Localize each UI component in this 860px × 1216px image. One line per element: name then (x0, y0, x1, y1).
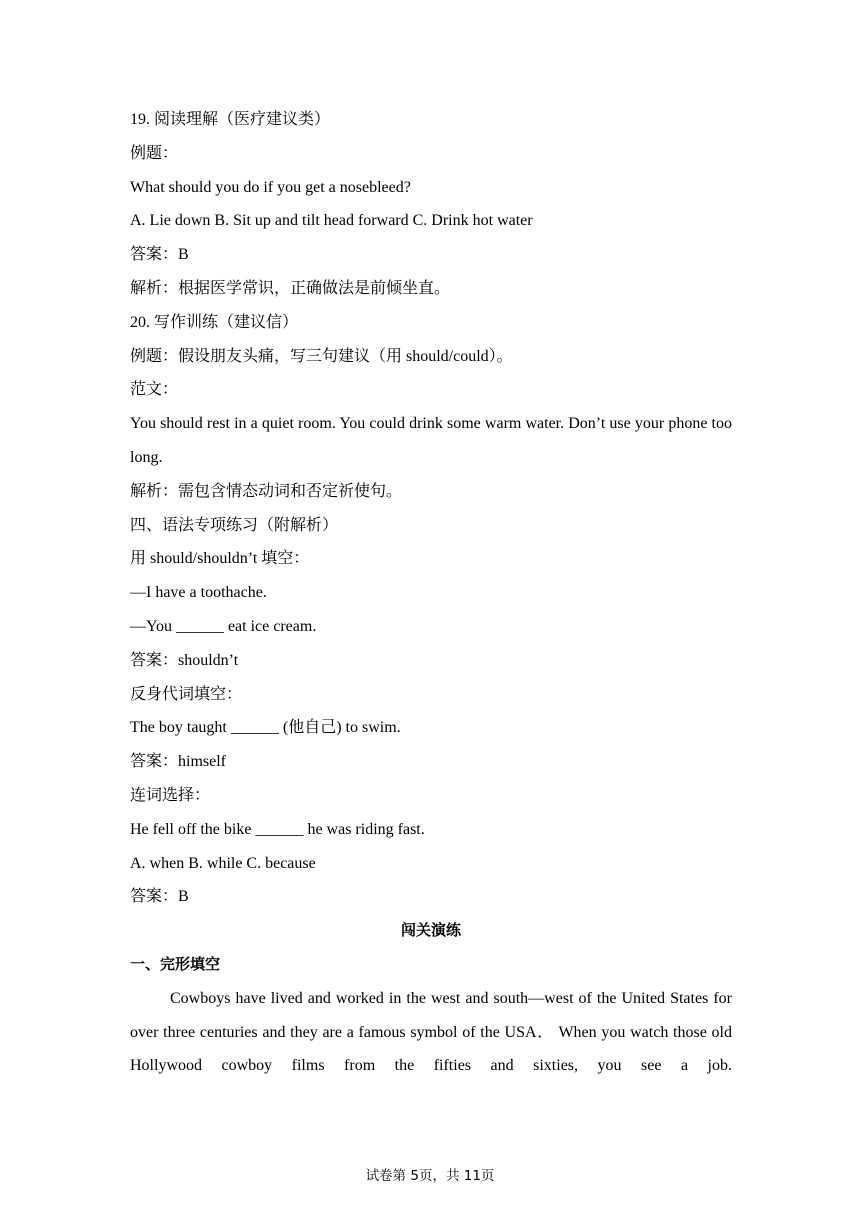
answer-options: A. Lie down B. Sit up and tilt head forward C. Drink hot water (130, 212, 533, 230)
example-label: 例题： (130, 144, 179, 162)
answer-line: 答案：shouldn’t (130, 651, 239, 669)
exercise-sentence: He fell off the bike ______ he was riding fast. (130, 820, 425, 838)
question-19-title: 19. 阅读理解（医疗建议类） (130, 111, 331, 128)
question-text: What should you do if you get a nosebleed? (130, 178, 411, 196)
writing-example: 例题：假设朋友头痛，写三句建议（用 should/could）。 (130, 347, 513, 365)
answer-options: A. when B. while C. because (130, 854, 316, 872)
answer-line: 答案：B (130, 246, 189, 264)
grammar-practice-heading: 四、语法专项练习（附解析） (130, 516, 339, 534)
answer-line: 答案：himself (130, 753, 226, 771)
sample-essay-text: You should rest in a quiet room. You could drink some warm water. Don’t use your phone too long. (130, 415, 732, 466)
dialogue-line: —I have a toothache. (130, 584, 267, 602)
explanation-line: 解析：需包含情态动词和否定祈使句。 (130, 482, 403, 500)
dialogue-line: —You ______ eat ice cream. (130, 617, 317, 635)
subsection-title: 一、完形填空 (130, 954, 221, 973)
exercise-instruction: 用 should/shouldn’t 填空： (130, 550, 310, 568)
sample-essay-label: 范文： (130, 381, 179, 399)
exercise-sentence: The boy taught ______ (他自己) to swim. (130, 719, 401, 737)
question-20-title: 20. 写作训练（建议信） (130, 313, 299, 331)
exercise-instruction: 连词选择： (130, 786, 211, 804)
section-title: 闯关演练 (400, 921, 461, 940)
page-content (130, 103, 732, 1083)
explanation-line: 解析：根据医学常识，正确做法是前倾坐直。 (130, 279, 451, 297)
cloze-paragraph: Cowboys have lived and worked in the west and south—west of the United States for over three centuries and they are a famous symbol of the USA． When you watch those old Hollywood cowboy films from the fifties and sixties, you see a job. (130, 989, 732, 1075)
exercise-instruction: 反身代词填空： (130, 685, 243, 703)
answer-line: 答案：B (130, 888, 189, 906)
page-footer: 试卷第 5页，共 11页 (365, 1168, 495, 1184)
